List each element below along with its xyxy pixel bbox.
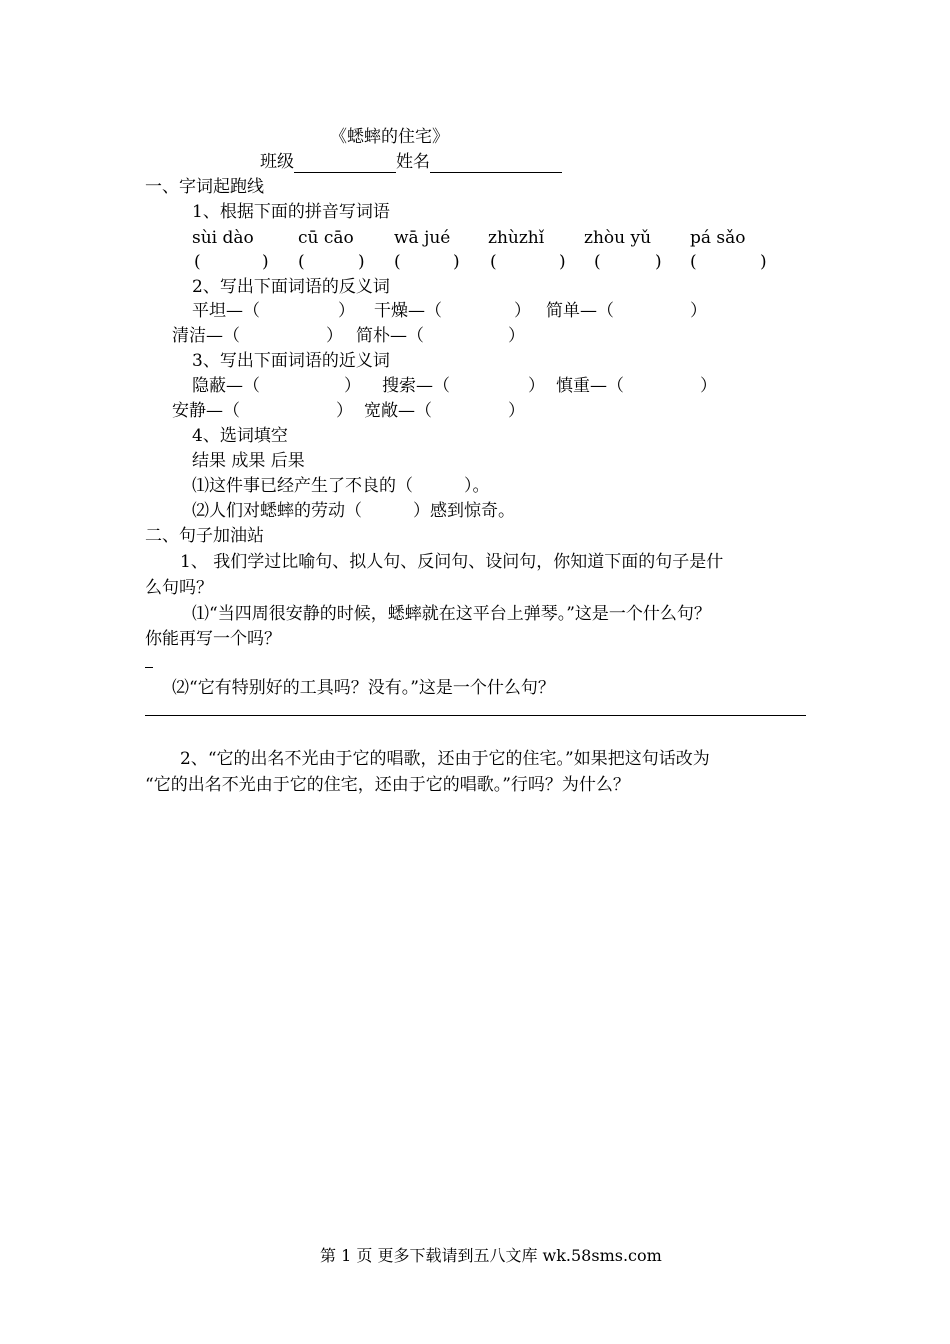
antonym-jiandan: 简单—（ (546, 301, 614, 321)
synonym-anjing: 安静—（ (172, 401, 240, 421)
bracket-close: ） (344, 376, 361, 396)
s2-q2-line2: “它的出名不光由于它的住宅，还由于它的唱歌。”行吗？为什么？ (145, 775, 630, 795)
answer-bracket-open: ( (194, 252, 201, 272)
antonym-ganzao: 干燥—（ (374, 301, 442, 321)
pinyin-4: zhùzhǐ (488, 228, 545, 248)
s2-sentence2: ⑵“它有特别好的工具吗？没有。”这是一个什么句？ (172, 678, 555, 698)
bracket-close: ） (508, 326, 525, 346)
s2-sentence1-line1: ⑴“当四周很安静的时候，蟋蟀就在这平台上弹琴。”这是一个什么句？ (192, 604, 711, 624)
answer-bracket-close: ) (760, 252, 767, 272)
s2-q1-line1: 1、 我们学过比喻句、拟人句、反问句、设问句，你知道下面的句子是什 (180, 552, 724, 572)
answer-bracket-close: ) (453, 252, 460, 272)
synonym-shenzhong: 慎重—（ (556, 376, 624, 396)
q4-title: 4、选词填空 (192, 426, 288, 446)
answer-bracket-close: ) (559, 252, 566, 272)
name-blank[interactable] (430, 154, 562, 173)
word-choices: 结果 成果 后果 (192, 451, 305, 471)
answer-bracket-open: ( (490, 252, 497, 272)
q2-title: 2、写出下面词语的反义词 (192, 277, 390, 297)
answer-bracket-open: ( (690, 252, 697, 272)
q1-title: 1、根据下面的拼音写词语 (192, 202, 390, 222)
synonym-kuanchang: 宽敞—（ (364, 401, 432, 421)
bracket-close: ） (336, 401, 353, 421)
antonym-jianpu: 简朴—（ (356, 326, 424, 346)
s2-q2-line1: 2、“它的出名不光由于它的唱歌，还由于它的住宅。”如果把这句话改为 (180, 749, 710, 769)
page-footer: 第 1 页 更多下载请到五八文库 wk.58sms.com (320, 1246, 662, 1265)
pinyin-6: pá sǎo (690, 228, 746, 248)
s2-q1-line2: 么句吗？ (145, 578, 213, 598)
q3-title: 3、写出下面词语的近义词 (192, 351, 390, 371)
answer-bracket-close: ) (358, 252, 365, 272)
antonym-qingjie: 清洁—（ (172, 326, 240, 346)
pinyin-1: sùi dào (192, 228, 254, 248)
pinyin-5: zhòu yǔ (584, 228, 652, 248)
section1-heading: 一、字词起跑线 (145, 177, 264, 197)
pinyin-3: wā jué (394, 228, 451, 248)
bracket-close: ） (528, 376, 545, 396)
pinyin-2: cū cāo (298, 228, 354, 248)
class-label: 班级 (260, 152, 294, 172)
page-title: 《蟋蟀的住宅》 (330, 127, 449, 147)
answer-bracket-close: ) (655, 252, 662, 272)
student-info-line (260, 151, 562, 173)
fill-sentence-2: ⑵人们对蟋蟀的劳动（ ）感到惊奇。 (192, 501, 515, 521)
answer-bracket-close: ) (262, 252, 269, 272)
bracket-close: ） (690, 301, 707, 321)
antonym-pingtan: 平坦—（ (192, 301, 260, 321)
bracket-close: ） (338, 301, 355, 321)
bracket-close: ） (508, 401, 525, 421)
answer-bracket-open: ( (594, 252, 601, 272)
bracket-close: ） (514, 301, 531, 321)
section2-heading: 二、句子加油站 (145, 526, 264, 546)
synonym-sousuo: 搜索—（ (382, 376, 450, 396)
answer-bracket-open: ( (298, 252, 305, 272)
bracket-close: ） (326, 326, 343, 346)
class-blank[interactable] (294, 154, 396, 173)
name-label: 姓名 (396, 152, 430, 172)
synonym-yinbi: 隐蔽—（ (192, 376, 260, 396)
s2-sentence1-line2: 你能再写一个吗？ (145, 629, 281, 649)
answer-line-short[interactable] (145, 667, 153, 668)
bracket-close: ） (700, 376, 717, 396)
answer-line[interactable] (145, 715, 806, 716)
fill-sentence-1: ⑴这件事已经产生了不良的（ ）。 (192, 476, 490, 496)
answer-bracket-open: ( (394, 252, 401, 272)
